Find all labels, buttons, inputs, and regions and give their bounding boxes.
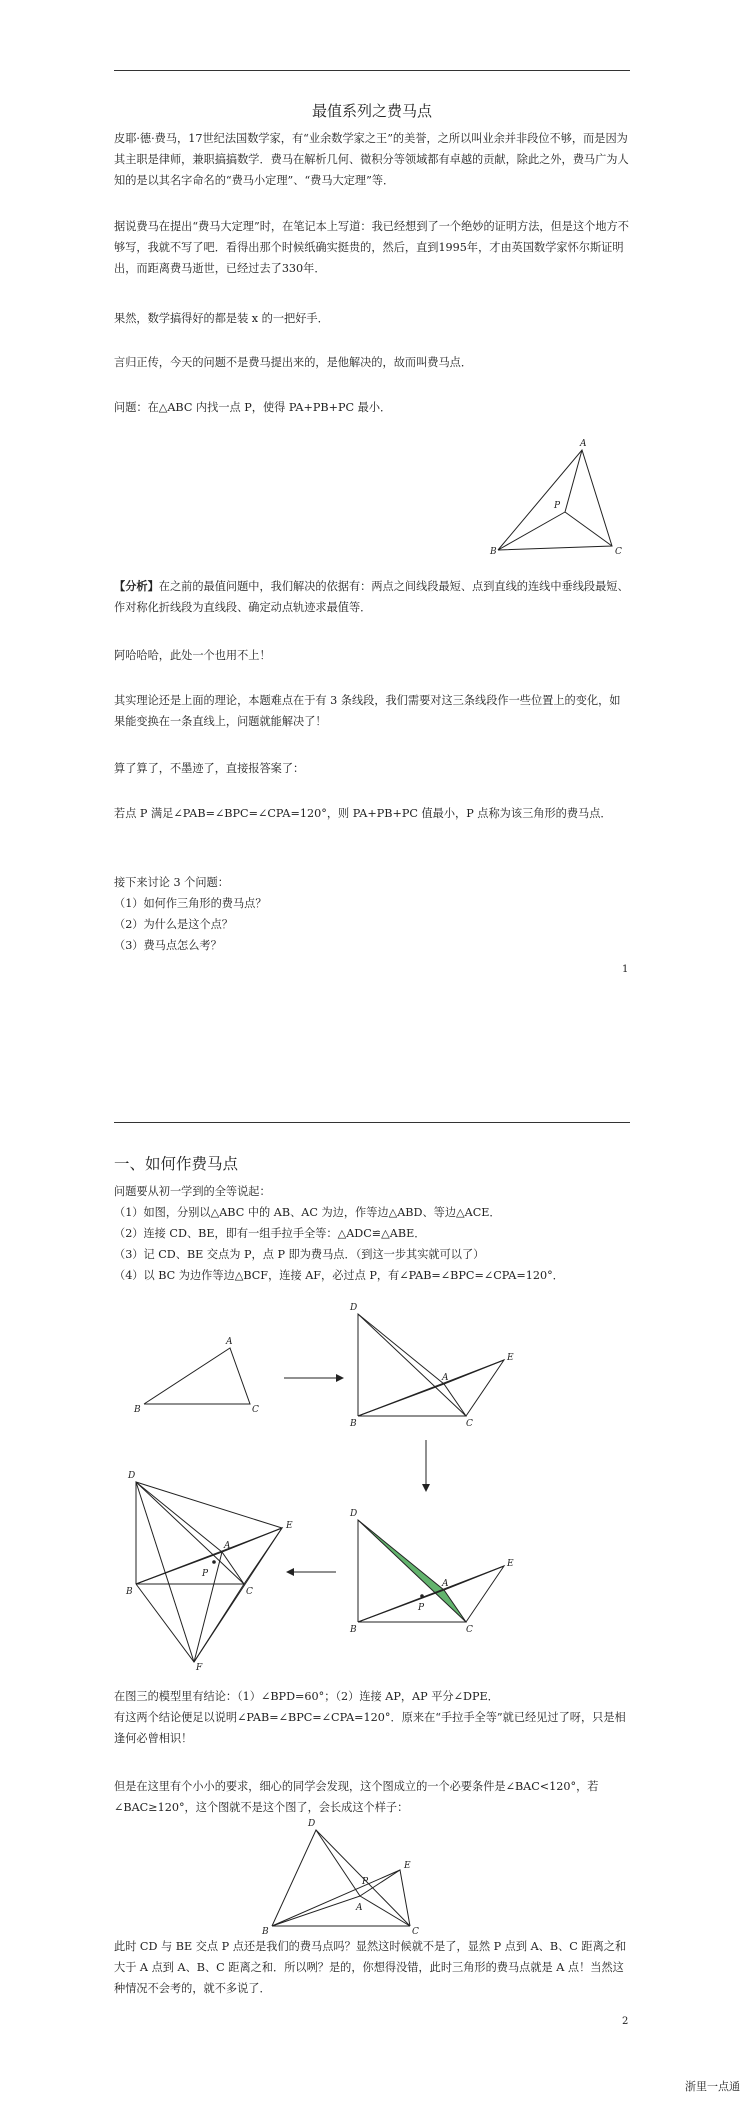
triangle-abc — [136, 1552, 244, 1584]
segment-be — [272, 1870, 400, 1926]
triangle-abc — [272, 1896, 410, 1926]
aha-paragraph: 阿哈哈哈，此处一个也用不上！ — [114, 649, 271, 662]
question-item: （3）费马点怎么考？ — [114, 939, 222, 952]
label-d: D — [350, 1509, 358, 1519]
story-paragraph: 据说费马在提出“费马大定理”时，在笔记本上写道：我已经想到了一个绝妙的证明方法，但是这个地方不够写，我就不写了吧．看得出那个时候纸确实挺贵的，然后，直到1995年，才由英国数学家怀尔斯证明出，而距离费马逝世，已经过去了330年． — [114, 220, 629, 275]
joke-paragraph: 果然，数学搞得好的都是装 x 的一把好手． — [114, 312, 329, 325]
label-a: A — [442, 1579, 449, 1589]
label-p: P — [202, 1569, 209, 1579]
step-item: （3）记 CD、BE 交点为 P，点 P 即为费马点．（到这一步其实就可以了） — [114, 1248, 485, 1261]
section-heading: 一、如何作费马点 — [114, 1155, 239, 1173]
figure-step1-triangle — [134, 1332, 259, 1422]
figure-step2-equilateral — [350, 1300, 530, 1430]
step-list — [114, 1202, 630, 1286]
point-p — [420, 1594, 424, 1598]
point-p — [212, 1560, 216, 1564]
label-e: E — [507, 1353, 514, 1363]
question-item: （2）为什么是这个点？ — [114, 918, 233, 931]
explain-paragraph: 有这两个结论便足以说明∠PAB=∠BPC=∠CPA=120°．原来在“手拉手全等”就已经见过了呀，只是相逢何必曾相识！ — [114, 1711, 626, 1745]
give-answer-paragraph: 算了算了，不墨迹了，直接报答案了： — [114, 762, 305, 775]
label-b: B — [490, 547, 497, 557]
theory-paragraph: 其实理论还是上面的理论，本题难点在于有 3 条线段，我们需要对这三条线段作一些位置上的变化，如果能变换在一条直线上，问题就能解决了！ — [114, 694, 621, 728]
label-a: A — [226, 1337, 233, 1347]
question-list — [114, 893, 630, 956]
label-p: P — [554, 501, 561, 511]
label-b: B — [134, 1405, 141, 1415]
triangle-abd — [358, 1314, 444, 1416]
figure-triangle-fermat-point — [490, 434, 620, 564]
triangle-abc — [144, 1348, 250, 1404]
step-item: （2）连接 CD、BE，即有一组手拉手全等：△ADC≌△ABE． — [114, 1227, 426, 1240]
triangle-ace — [222, 1528, 282, 1584]
label-b: B — [126, 1587, 133, 1597]
triangle-abd — [272, 1830, 360, 1926]
analysis-text: 在之前的最值问题中，我们解决的依据有：两点之间线段最短、点到直线的连线中垂线段最短、作对称化折线段为直线段、确定动点轨迹求最值等． — [114, 580, 629, 614]
label-d: D — [128, 1471, 136, 1481]
discuss-intro: 接下来讨论 3 个问题： — [114, 876, 229, 889]
arrow-right-icon — [284, 1372, 344, 1384]
label-p: P — [362, 1877, 369, 1887]
label-b: B — [262, 1927, 269, 1937]
label-e: E — [286, 1521, 293, 1531]
analysis-paragraph — [114, 576, 630, 618]
step-item: （1）如图，分别以△ABC 中的 AB、AC 为边，作等边△ABD、等边△ACE． — [114, 1206, 501, 1219]
label-c: C — [252, 1405, 259, 1415]
caveat-paragraph: 但是在这里有个小小的要求，细心的同学会发现，这个图成立的一个必要条件是∠BAC<120°，若∠BAC≥120°，这个图就不是这个图了，会长成这个样子： — [114, 1780, 599, 1814]
arrow-down-icon — [420, 1440, 432, 1492]
transition-paragraph: 言归正传，今天的问题不是费马提出来的，是他解决的，故而叫费马点． — [114, 356, 473, 369]
problem-paragraph: 问题：在△ABC 内找一点 P，使得 PA+PB+PC 最小． — [114, 401, 392, 414]
model-conclusion-paragraph: 在图三的模型里有结论：（1）∠BPD=60°；（2）连接 AP，AP 平分∠DPE． — [114, 1690, 499, 1703]
label-b: B — [350, 1625, 357, 1635]
label-c: C — [466, 1419, 473, 1429]
label-e: E — [507, 1559, 514, 1569]
page-title: 最值系列之费马点 — [311, 102, 432, 120]
segment-cd — [358, 1314, 466, 1416]
figure-step3-handinhand — [350, 1506, 530, 1636]
triangle-abc — [358, 1384, 466, 1416]
label-c: C — [246, 1587, 253, 1597]
label-d: D — [308, 1819, 316, 1829]
lead-paragraph: 问题要从初一学到的全等说起： — [114, 1185, 271, 1198]
page2-top-rule — [114, 1122, 630, 1123]
label-f: F — [196, 1663, 203, 1673]
segment-pa — [565, 450, 582, 512]
segment-pb — [498, 512, 565, 550]
final-paragraph: 此时 CD 与 BE 交点 P 点还是我们的费马点吗？显然这时候就不是了，显然 P 点到 A、B、C 距离之和大于 A 点到 A、B、C 距离之和．所以咧？是的，你想得没错，此时三角形的费马点就是 A 点！当然这种情况不会考的，就不多说了． — [114, 1940, 627, 1995]
label-b: B — [350, 1419, 357, 1429]
question-item: （1）如何作三角形的费马点？ — [114, 897, 267, 910]
figure-obtuse-case — [262, 1819, 428, 1937]
intro-paragraph: 皮耶·德·费马，17世纪法国数学家，有“业余数学家之王”的美誉，之所以叫业余并非段位不够，而是因为其主职是律师，兼职搞搞数学．费马在解析几何、微积分等领域都有卓越的贡献，除此之外，费马广为人知的是以其名字命名的“费马小定理”、“费马大定理”等． — [114, 132, 629, 187]
label-a: A — [580, 439, 587, 449]
label-e: E — [404, 1861, 411, 1871]
label-c: C — [466, 1625, 473, 1635]
segment-pc — [565, 512, 612, 546]
label-a: A — [224, 1541, 231, 1551]
triangle-abd — [136, 1482, 222, 1584]
footer-brand: 浙里一点通 — [685, 2080, 740, 2093]
page1-top-rule — [114, 70, 630, 71]
analysis-label: 【分析】 — [114, 579, 159, 593]
segment-be — [136, 1528, 282, 1584]
step-item: （4）以 BC 为边作等边△BCF，连接 AF，必过点 P，有∠PAB=∠BPC=∠CPA=120°． — [114, 1269, 564, 1282]
page-number-2: 2 — [622, 2016, 629, 2027]
figure-step4-fermat-construction — [122, 1471, 302, 1673]
triangle-abc — [498, 450, 612, 550]
conclusion-paragraph: 若点 P 满足∠PAB=∠BPC=∠CPA=120°，则 PA+PB+PC 值最小，P 点称为该三角形的费马点． — [114, 807, 612, 820]
segment-be — [358, 1360, 504, 1416]
label-a: A — [356, 1903, 363, 1913]
page-number-1: 1 — [622, 964, 629, 975]
label-c: C — [615, 547, 622, 557]
label-c: C — [412, 1927, 419, 1937]
triangle-ace — [444, 1360, 504, 1416]
label-p: P — [418, 1603, 425, 1613]
label-a: A — [442, 1373, 449, 1383]
label-d: D — [350, 1303, 358, 1313]
